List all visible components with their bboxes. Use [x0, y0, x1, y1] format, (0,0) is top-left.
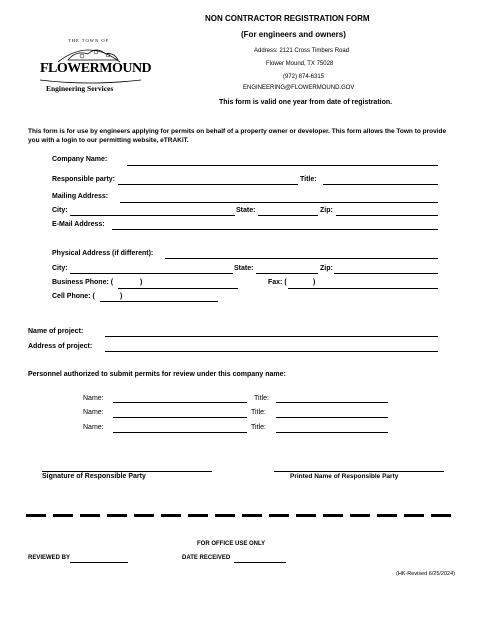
- zip-field-2[interactable]: [334, 273, 438, 274]
- city-field-2[interactable]: [70, 273, 233, 274]
- dash-segment: [161, 514, 181, 517]
- revision-note: (HK-Revised 6/25/2024): [396, 571, 456, 577]
- phone-number: (972) 874-6315: [283, 74, 325, 80]
- reviewed-by-field[interactable]: [70, 562, 128, 563]
- signature-line[interactable]: [42, 471, 212, 472]
- dash-segment: [323, 514, 343, 517]
- cell-phone-label: Cell Phone: (: [52, 293, 95, 300]
- mailing-address-field[interactable]: [120, 202, 438, 203]
- address-line-2: Flower Mound, TX 75028: [266, 61, 334, 67]
- intro-paragraph: This form is for use by engineers applying for permits on behalf of a property owner or developer. This form allows the Town to provide you with a login to our permitting website, eTRAKiT.: [28, 128, 447, 144]
- dash-segment: [53, 514, 73, 517]
- dash-segment: [134, 514, 154, 517]
- dash-segment: [431, 514, 451, 517]
- personnel-heading: Personnel authorized to submit permits for review under this company name:: [28, 371, 286, 378]
- personnel-title-field-1[interactable]: [276, 402, 388, 403]
- business-phone-paren: ): [140, 279, 143, 286]
- state-field-2[interactable]: [256, 273, 318, 274]
- personnel-title-field-3[interactable]: [276, 432, 388, 433]
- state-label-2: State:: [234, 265, 254, 272]
- project-address-field[interactable]: [105, 351, 438, 352]
- dash-segment: [80, 514, 100, 517]
- cell-phone-field[interactable]: [100, 301, 218, 302]
- dash-segment: [350, 514, 370, 517]
- personnel-title-label-1: Title:: [254, 395, 269, 402]
- city-label-2: City:: [52, 265, 68, 272]
- company-name-field[interactable]: [127, 165, 438, 166]
- personnel-name-label-3: Name:: [83, 424, 104, 431]
- physical-address-field[interactable]: [165, 258, 438, 259]
- printed-name-line[interactable]: [274, 471, 444, 472]
- business-phone-field[interactable]: [118, 288, 238, 289]
- logo-arc-text: THE TOWN OF: [68, 38, 110, 43]
- personnel-name-label-1: Name:: [83, 395, 104, 402]
- city-field[interactable]: [70, 215, 235, 216]
- signature-label: Signature of Responsible Party: [42, 473, 146, 480]
- date-received-label: DATE RECEIVED: [182, 555, 231, 561]
- physical-address-label: Physical Address (if different):: [52, 250, 154, 257]
- personnel-name-field-3[interactable]: [113, 432, 247, 433]
- dash-segment: [242, 514, 262, 517]
- office-use-heading: FOR OFFICE USE ONLY: [197, 541, 266, 547]
- date-received-field[interactable]: [234, 562, 286, 563]
- dash-segment: [188, 514, 208, 517]
- address-line-1: Address: 2121 Cross Timbers Road: [254, 48, 350, 54]
- personnel-title-label-3: Title:: [251, 424, 266, 431]
- title-field[interactable]: [323, 184, 438, 185]
- email-label: E-Mail Address:: [52, 221, 105, 228]
- personnel-title-label-2: Title:: [251, 409, 266, 416]
- project-address-label: Address of project:: [28, 343, 93, 350]
- business-phone-label: Business Phone: (: [52, 279, 114, 286]
- dash-segment: [377, 514, 397, 517]
- dash-segment: [26, 514, 46, 517]
- company-name-label: Company Name:: [52, 156, 108, 163]
- email-address: ENGINEERING@FLOWERMOUND.GOV: [243, 85, 355, 91]
- mailing-address-label: Mailing Address:: [52, 193, 109, 200]
- dash-segment: [296, 514, 316, 517]
- personnel-name-field-2[interactable]: [113, 417, 247, 418]
- title-label: Title:: [300, 176, 317, 183]
- personnel-name-field-1[interactable]: [113, 402, 247, 403]
- personnel-name-label-2: Name:: [83, 409, 104, 416]
- email-field[interactable]: [112, 229, 438, 230]
- logo-department: Engineering Services: [46, 84, 114, 93]
- cell-phone-paren: ): [120, 293, 123, 300]
- fax-label: Fax: (: [268, 279, 287, 286]
- form-title: NON CONTRACTOR REGISTRATION FORM: [205, 14, 370, 23]
- fax-paren: ): [313, 279, 316, 286]
- logo-name: FLOWERMOUND: [40, 61, 152, 76]
- project-name-label: Name of project:: [28, 328, 84, 335]
- zip-field[interactable]: [336, 215, 438, 216]
- dash-segment: [107, 514, 127, 517]
- reviewed-by-label: REVIEWED BY: [28, 555, 71, 561]
- project-name-field[interactable]: [105, 336, 438, 337]
- personnel-title-field-2[interactable]: [276, 417, 388, 418]
- city-label: City:: [52, 207, 68, 214]
- form-subtitle: (For engineers and owners): [241, 30, 346, 39]
- responsible-party-label: Responsible party:: [52, 176, 116, 183]
- printed-name-label: Printed Name of Responsible Party: [290, 473, 399, 480]
- zip-label: Zip:: [320, 207, 333, 214]
- dash-segment: [215, 514, 235, 517]
- state-field[interactable]: [258, 215, 318, 216]
- responsible-party-field[interactable]: [118, 184, 298, 185]
- validity-note: This form is valid one year from date of registration.: [219, 99, 393, 106]
- state-label: State:: [236, 207, 256, 214]
- fax-field[interactable]: [288, 288, 438, 289]
- dash-segment: [269, 514, 289, 517]
- dash-segment: [404, 514, 424, 517]
- town-logo: [38, 36, 152, 96]
- zip-label-2: Zip:: [320, 265, 333, 272]
